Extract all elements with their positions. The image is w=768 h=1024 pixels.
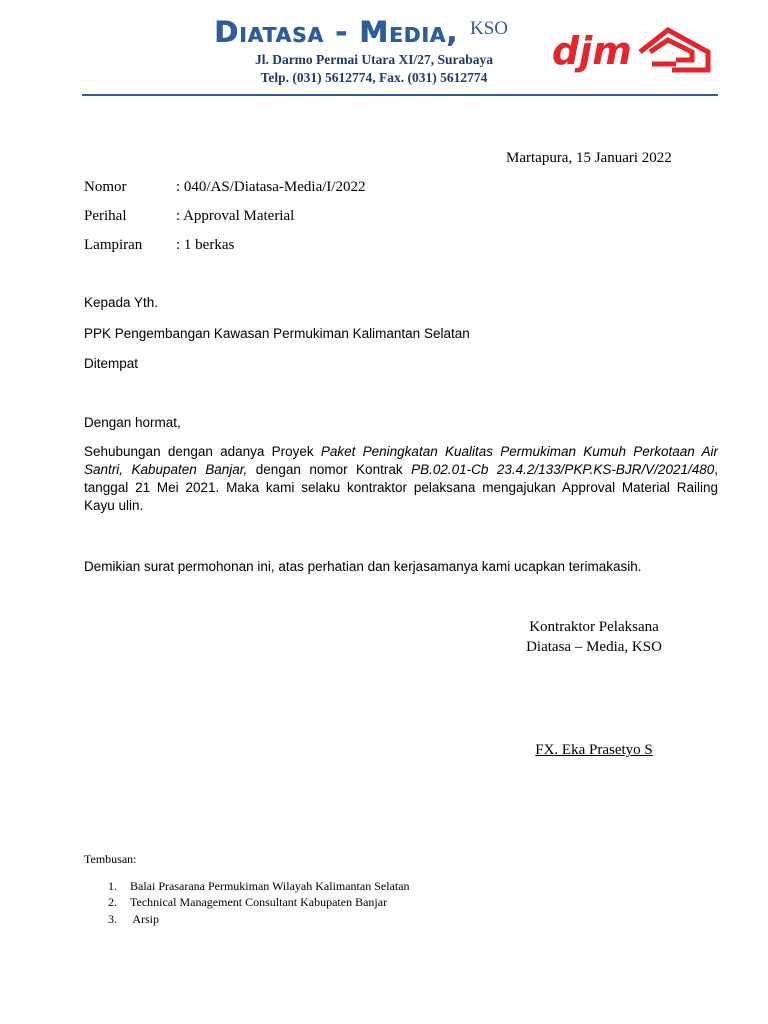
company-logo [552,26,712,74]
body-paragraph [84,443,718,515]
closing-text: Demikian surat permohonan ini, atas perhatian dan kerjasamanya kami ucapkan terimakasih. [84,559,642,574]
company-address: Jl. Darmo Permai Utara XI/27, Surabaya [254,52,494,67]
meta-value-perihal: : Approval Material [176,208,295,224]
paragraph-line-4: Kayu ulin. [84,498,144,513]
recipient-place: Ditempat [84,356,139,371]
paragraph-line-1: Sehubungan dengan adanya Proyek Paket Peningkatan Kualitas Permukiman Kumuh Perkotaan Air [84,444,719,459]
paragraph-line-3: tanggal 21 Mei 2021. Maka kami selaku kontraktor pelaksana mengajukan Approval Material Railing [84,480,718,495]
cc-item: 1. Balai Prasarana Permukiman Wilayah Kalimantan Selatan [108,879,410,893]
header-divider [82,94,718,96]
meta-label-lampiran: Lampiran [84,237,143,253]
letter-date: Martapura, 15 Januari 2022 [506,150,672,166]
meta-value-lampiran: : 1 berkas [176,237,235,253]
company-name: Diatasa - Media, [214,15,459,49]
cc-item: 2. Technical Management Consultant Kabupaten Banjar [108,895,388,909]
company-phone: Telp. (031) 5612774, Fax. (031) 5612774 [260,70,488,85]
logo-text: djm [552,29,632,73]
company-suffix: KSO [470,18,509,39]
project-name: Paket Peningkatan Kualitas Permukiman Kumuh Perkotaan Air [320,444,719,459]
contract-number: PB.02.01-Cb 23.4.2/133/PKP.KS-BJR/V/2021/480 [411,462,715,477]
cc-item: 3. Arsip [108,912,160,926]
paragraph-line-2: Santri, Kabupaten Banjar, dengan nomor Kontrak PB.02.01-Cb 23.4.2/133/PKP.KS-BJR/V/2021/480, [84,462,719,477]
greeting: Dengan hormat, [84,415,181,430]
signature-role: Kontraktor Pelaksana [529,619,659,635]
recipient-name: PPK Pengembangan Kawasan Permukiman Kalimantan Selatan [84,326,470,341]
meta-label-perihal: Perihal [84,208,127,224]
meta-value-nomor: : 040/AS/Diatasa-Media/I/2022 [176,179,366,195]
signature-company: Diatasa – Media, KSO [526,639,662,655]
cc-title: Tembusan: [84,852,137,866]
signatory-name: FX. Eka Prasetyo S [535,742,653,758]
recipient-salutation: Kepada Yth. [84,295,159,310]
meta-label-nomor: Nomor [84,179,127,195]
project-location: Santri, Kabupaten Banjar, [84,462,248,477]
